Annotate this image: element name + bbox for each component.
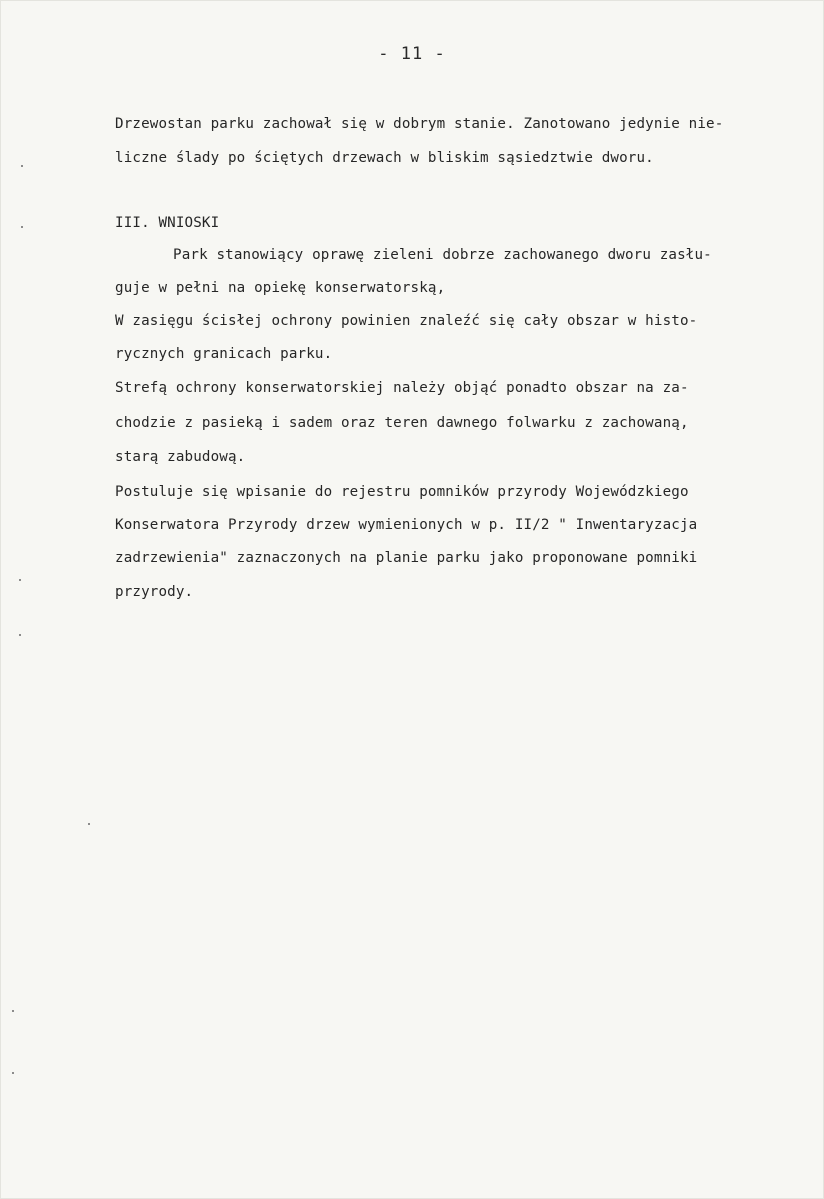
- margin-mark: [88, 823, 90, 825]
- text-line: Strefą ochrony konserwatorskiej należy objąć ponadto obszar na za-: [115, 380, 689, 396]
- text-line: starą zabudową.: [115, 449, 246, 465]
- margin-mark: [12, 1010, 14, 1012]
- text-line: Park stanowiący oprawę zieleni dobrze zachowanego dworu zasłu-: [173, 247, 712, 263]
- margin-mark: [12, 1072, 14, 1074]
- margin-mark: [19, 634, 21, 636]
- text-line: przyrody.: [115, 584, 194, 600]
- text-line: liczne ślady po ściętych drzewach w bliskim sąsiedztwie dworu.: [115, 150, 654, 166]
- page-number: - 11 -: [378, 44, 446, 64]
- text-line: guje w pełni na opiekę konserwatorską,: [115, 280, 446, 296]
- section-heading: III. WNIOSKI: [115, 215, 220, 231]
- margin-mark: [21, 165, 23, 167]
- text-line: rycznych granicach parku.: [115, 346, 333, 362]
- text-line: Postuluje się wpisanie do rejestru pomników przyrody Wojewódzkiego: [115, 484, 689, 500]
- text-line: Konserwatora Przyrody drzew wymienionych w p. II/2 " Inwentaryzacja: [115, 517, 698, 533]
- text-line: chodzie z pasieką i sadem oraz teren dawnego folwarku z zachowaną,: [115, 415, 689, 431]
- margin-mark: [19, 579, 21, 581]
- text-line: zadrzewienia" zaznaczonych na planie parku jako proponowane pomniki: [115, 550, 698, 566]
- margin-mark: [21, 226, 23, 228]
- text-line: W zasięgu ścisłej ochrony powinien znaleźć się cały obszar w histo-: [115, 313, 698, 329]
- text-line: Drzewostan parku zachował się w dobrym stanie. Zanotowano jedynie nie-: [115, 116, 724, 132]
